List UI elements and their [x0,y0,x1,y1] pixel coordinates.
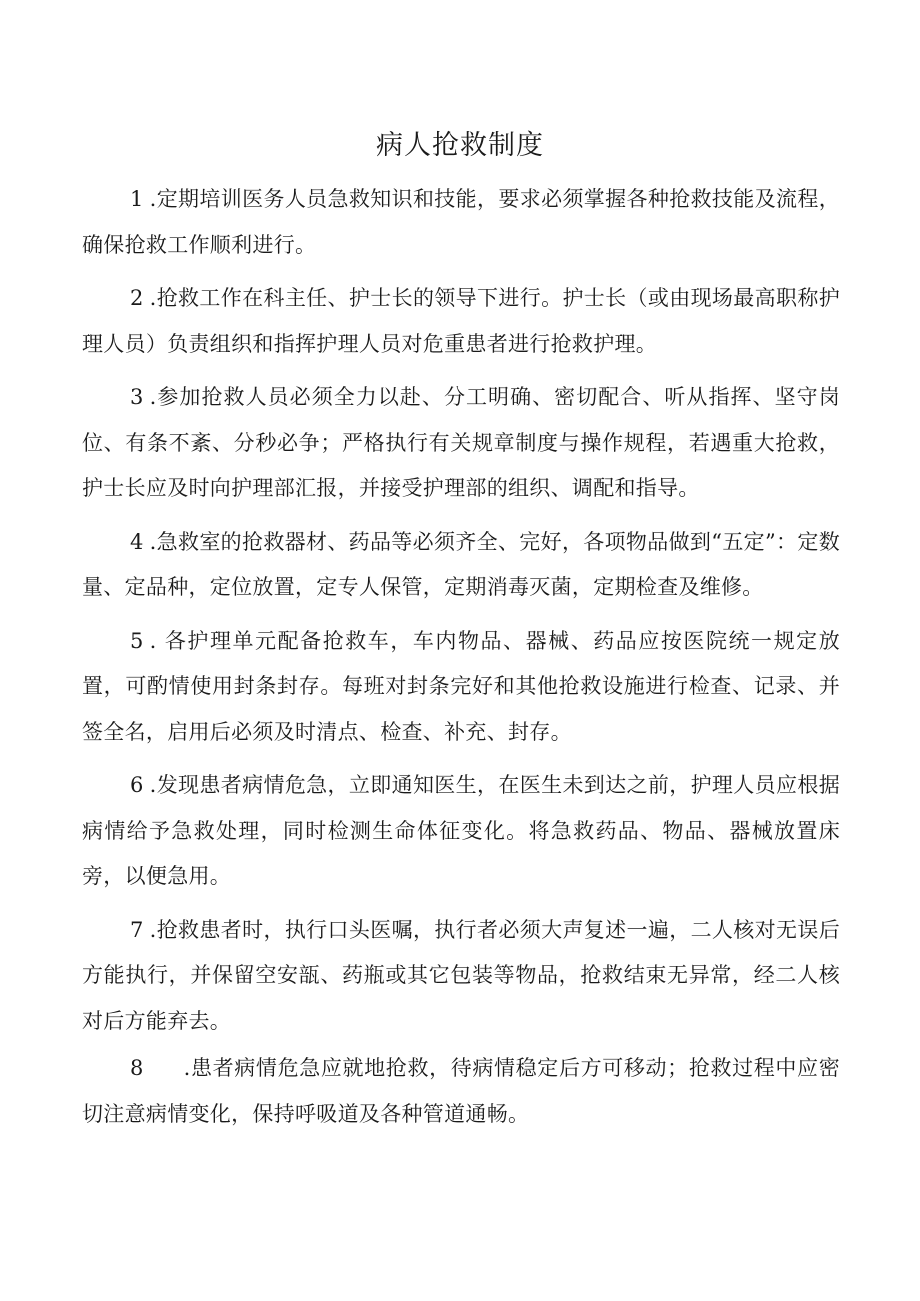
rule-text: . 各护理单元配备抢救车，车内物品、器械、药品应按医院统一规定放置，可酌情使用封条封存。每班对封条完好和其他抢救设施进行检查、记录、并签全名，启用后必须及时清点、检查、补充、封存。 [82,628,840,744]
rule-text: .参加抢救人员必须全力以赴、分工明确、密切配合、听从指挥、坚守岗位、有条不紊、分秒必争；严格执行有关规章制度与操作规程，若遇重大抢救，护士长应及时向护理部汇报，并接受护理部的组织、调配和指导。 [82,385,840,500]
document-title: 病人抢救制度 [376,130,544,161]
rule-text: .急救室的抢救器材、药品等必须齐全、完好，各项物品做到“五定”：定数量、定品种，定位放置，定专人保管，定期消毒灭菌，定期检查及维修。 [82,529,840,599]
rule-number: 2 [130,286,144,310]
rule-number: 1 [130,187,144,211]
rule-item-5 [82,619,840,756]
rule-item-3 [82,375,840,512]
rule-text: .发现患者病情危急，立即通知医生，在医生未到达之前，护理人员应根据病情给予急救处理，同时检测生命体征变化。将急救药品、物品、器械放置床旁，以便急用。 [82,773,840,888]
rule-item-6 [82,763,840,900]
rule-item-2 [82,276,840,367]
rule-number: 6 [130,773,144,797]
rule-number: 3 [130,385,144,409]
rule-number: 7 [130,917,144,942]
rule-item-8 [82,1046,840,1137]
rule-number: 4 [130,529,144,554]
rule-number: 5 [130,628,144,653]
rule-item-7 [82,908,840,1045]
rule-number: 8 [130,1056,144,1080]
rule-text: .患者病情危急应就地抢救，待病情稳定后方可移动；抢救过程中应密切注意病情变化，保持呼吸道及各种管道通畅。 [82,1056,840,1126]
rule-item-1 [82,177,840,268]
rule-text: .抢救工作在科主任、护士长的领导下进行。护士长（或由现场最高职称护理人员）负责组织和指挥护理人员对危重患者进行抢救护理。 [82,286,840,356]
rule-text: .定期培训医务人员急救知识和技能，要求必须掌握各种抢救技能及流程，确保抢救工作顺利进行。 [82,187,840,257]
document-body [82,177,840,1145]
rule-text: .抢救患者时，执行口头医嘱，执行者必须大声复述一遍，二人核对无误后方能执行，并保留空安瓿、药瓶或其它包装等物品，抢救结束无异常，经二人核对后方能弃去。 [82,917,840,1033]
rule-item-4 [82,520,840,611]
